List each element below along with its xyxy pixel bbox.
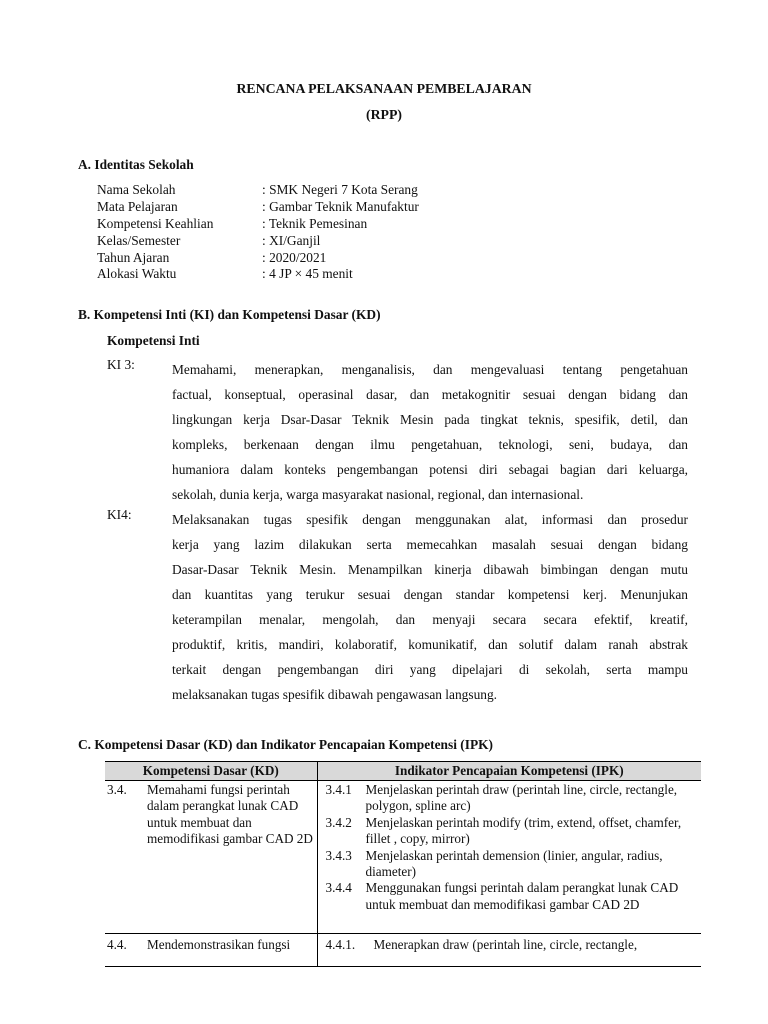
ki4-line: produktif, kritis, mandiri, kolaboratif, komunikatif, dan solutif dalam ranah abstrak — [172, 637, 688, 652]
section-a-heading: A. Identitas Sekolah — [78, 157, 194, 172]
ipk-item — [320, 848, 700, 881]
kd-text: Mendemonstrasikan fungsi — [147, 937, 291, 952]
ipk-item — [320, 782, 700, 815]
ki4-line: keterampilan menalar, mengolah, dan menyaji secara secara efektif, kreatif, — [172, 612, 688, 627]
section-c-heading: C. Kompetensi Dasar (KD) dan Indikator Pencapaian Kompetensi (IPK) — [78, 737, 494, 752]
table-header-ipk: Indikator Pencapaian Kompetensi (IPK) — [317, 762, 701, 781]
identity-value: : 4 JP × 45 menit — [262, 266, 353, 281]
kd-cell — [105, 781, 317, 934]
kd-number: 3.4. — [107, 782, 127, 797]
ipk-text: Menjelaskan perintah modify (trim, extend, offset, chamfer, fillet , copy, mirror) — [365, 814, 682, 847]
ipk-item — [320, 937, 700, 953]
document-subtitle: (RPP) — [365, 107, 402, 122]
ipk-text: Menjelaskan perintah demension (linier, angular, radius, diameter) — [365, 847, 663, 880]
ki3-line: sekolah, dunia kerja, warga masyarakat nasional, regional, dan internasional. — [172, 487, 584, 502]
ki4-line: dan kuantitas yang terukur sesuai dengan standar kompetensi kerj. Menunjukan — [172, 587, 688, 602]
document-title: RENCANA PELAKSANAAN PEMBELAJARAN — [236, 81, 532, 96]
ki4-line: Melaksanakan tugas spesifik dengan menggunakan alat, informasi dan prosedur — [172, 512, 688, 527]
ki3-line: lingkungan kerja Dsar-Dasar Teknik Mesin pada tingkat teknis, spesifik, detil, dan — [172, 412, 688, 427]
identity-label: Alokasi Waktu — [97, 266, 177, 281]
ki4-line: Dasar-Dasar Teknik Mesin. Menampilkan kinerja dibawah bimbingan dengan mutu — [172, 562, 688, 577]
ki3-line: kompleks, berkenaan dengan ilmu pengetahuan, teknologi, seni, budaya, dan — [172, 437, 688, 452]
table-row — [105, 934, 701, 967]
identity-value: : Gambar Teknik Manufaktur — [262, 199, 419, 214]
ipk-text: Menggunakan fungsi perintah dalam perangkat lunak CAD untuk membuat dan memodifikasi gambar CAD 2D — [365, 880, 679, 912]
ipk-item — [320, 815, 700, 848]
identity-label: Kompetensi Keahlian — [97, 216, 214, 231]
ipk-item — [320, 880, 700, 913]
ki4-line: melaksanakan tugas spesifik dibawah pengawasan langsung. — [172, 687, 498, 702]
ipk-cell — [317, 781, 701, 934]
ipk-code: 3.4.3 — [325, 847, 352, 863]
ki3-label: KI 3: — [107, 357, 135, 372]
ki4-label: KI4: — [107, 507, 132, 522]
identity-label: Kelas/Semester — [97, 233, 181, 248]
ipk-code: 3.4.4 — [325, 880, 352, 896]
kd-text: Memahami fungsi perintah dalam perangkat lunak CAD untuk membuat dan memodifikasi gambar CAD 2D — [147, 782, 313, 847]
ki3-line: humaniora dalam konteks pengembangan potensi diri sebagai bagian dari keluarga, — [172, 462, 688, 477]
section-b-heading: B. Kompetensi Inti (KI) dan Kompetensi Dasar (KD) — [78, 307, 381, 322]
table-row — [105, 781, 701, 934]
ipk-code: 4.4.1. — [325, 937, 356, 952]
identity-label: Tahun Ajaran — [97, 250, 170, 265]
kd-cell — [105, 934, 317, 967]
identity-value: : Teknik Pemesinan — [262, 216, 368, 231]
kompetensi-inti-subheading: Kompetensi Inti — [107, 333, 200, 348]
ki3-line: factual, konseptual, operasinal dasar, dan metakognitir sesuai dengan bidang dan — [172, 387, 688, 402]
ipk-text: Menerapkan draw (perintah line, circle, rectangle, — [373, 937, 638, 952]
table-header-row — [105, 762, 701, 781]
identity-label: Mata Pelajaran — [97, 199, 178, 214]
ki4-line: kerja yang lazim dilakukan serta memecahkan masalah sesuai dengan bidang — [172, 537, 688, 552]
ipk-cell — [317, 934, 701, 967]
ki4-line: terkait dengan pengembangan diri yang dipelajari di sekolah, serta mampu — [172, 662, 688, 677]
identity-value: : XI/Ganjil — [262, 233, 321, 248]
identity-value: : SMK Negeri 7 Kota Serang — [262, 182, 418, 197]
table-header-kd: Kompetensi Dasar (KD) — [105, 762, 317, 781]
ipk-text: Menjelaskan perintah draw (perintah line, circle, rectangle, polygon, spline arc) — [365, 782, 678, 814]
identity-value: : 2020/2021 — [262, 250, 327, 265]
identity-label: Nama Sekolah — [97, 182, 176, 197]
kd-ipk-table — [105, 761, 701, 967]
kd-number: 4.4. — [107, 937, 127, 952]
ipk-code: 3.4.2 — [325, 814, 352, 830]
ki3-line: Memahami, menerapkan, menganalisis, dan mengevaluasi tentang pengetahuan — [172, 362, 688, 377]
ipk-code: 3.4.1 — [325, 782, 352, 797]
